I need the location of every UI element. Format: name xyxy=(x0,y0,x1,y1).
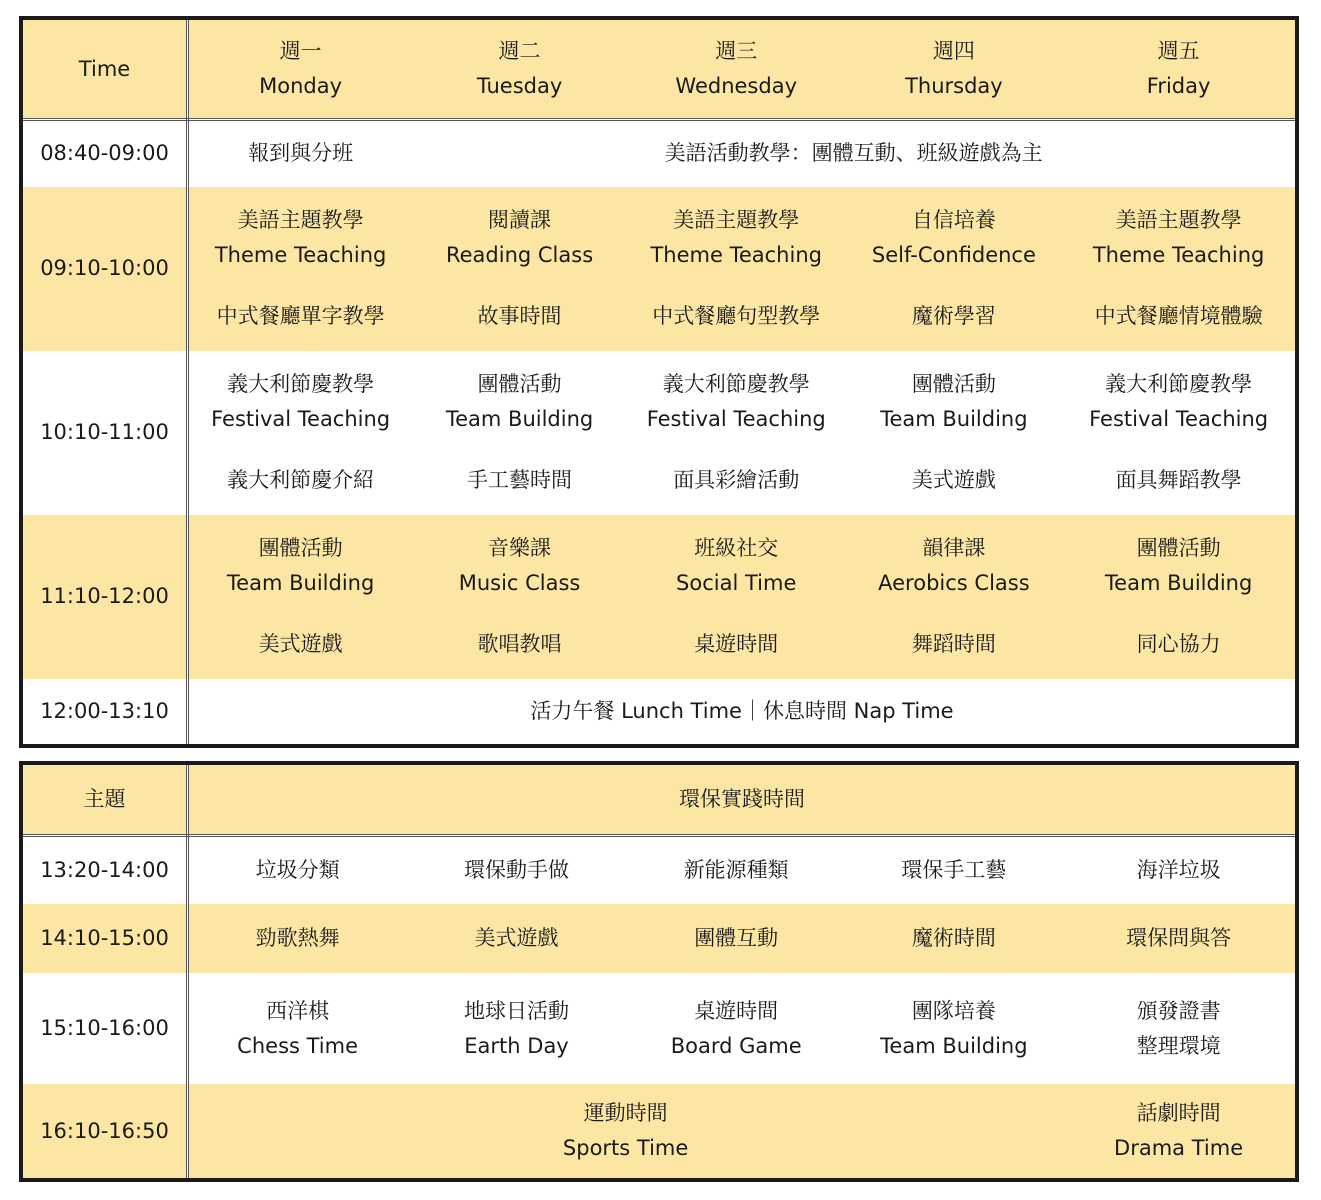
activity-cell xyxy=(846,187,1063,351)
activity-cell: 勁歌熱舞 xyxy=(255,926,340,951)
day-monday xyxy=(188,18,413,120)
activity-cell xyxy=(406,973,627,1084)
activity-cell xyxy=(188,973,407,1084)
schedule-row xyxy=(21,120,1297,187)
activity-cell xyxy=(846,973,1063,1084)
time-slot: 12:00-13:10 xyxy=(21,679,188,746)
drama-cell xyxy=(1062,1084,1297,1180)
activity-line2: Team Building xyxy=(880,1033,1028,1058)
activity-cell: 環保手工藝 xyxy=(901,858,1007,883)
activity-en: Festival Teaching xyxy=(1089,407,1269,432)
activity-cell xyxy=(188,187,413,351)
activity-en: Theme Teaching xyxy=(650,243,822,268)
activity-zh: 閱讀課 xyxy=(488,208,552,233)
day-tuesday xyxy=(412,18,627,120)
activity-cell xyxy=(188,351,413,515)
activity-zh: 義大利節慶教學 xyxy=(1105,372,1253,397)
activity-sub: 手工藝時間 xyxy=(467,468,573,493)
time-slot: 15:10-16:00 xyxy=(21,973,188,1084)
activity-sub: 魔術學習 xyxy=(911,304,996,329)
activity-line1: 地球日活動 xyxy=(464,998,570,1023)
activity-sub: 中式餐廳情境體驗 xyxy=(1094,304,1263,329)
activity-cell xyxy=(627,187,846,351)
activity-en: Self-Confidence xyxy=(871,243,1036,268)
activity-cell xyxy=(627,351,846,515)
day-zh: 週二 xyxy=(498,39,541,64)
day-en: Friday xyxy=(1146,74,1211,99)
day-en: Tuesday xyxy=(476,74,563,99)
theme-label: 主題 xyxy=(21,763,188,836)
schedule-row xyxy=(21,973,1297,1084)
schedule-row xyxy=(21,1084,1297,1180)
time-slot: 13:20-14:00 xyxy=(21,836,188,905)
time-slot: 09:10-10:00 xyxy=(21,187,188,351)
activity-cell: 團體互動 xyxy=(694,926,779,951)
activity-line1: 西洋棋 xyxy=(266,998,330,1023)
activity-sub: 舞蹈時間 xyxy=(911,632,996,657)
activity-cell xyxy=(412,515,627,679)
activity-sub: 歌唱教唱 xyxy=(477,632,562,657)
activity-sub: 面具舞蹈教學 xyxy=(1115,468,1242,493)
time-header: Time xyxy=(21,18,188,120)
activity-zh: 團體活動 xyxy=(1136,536,1221,561)
activity-line2: Chess Time xyxy=(237,1033,359,1058)
activity-cell xyxy=(1062,515,1297,679)
activity-cell xyxy=(846,515,1063,679)
activity-line1: 桌遊時間 xyxy=(694,998,779,1023)
activity-zh: 美語主題教學 xyxy=(1115,208,1242,233)
activity-sub: 義大利節慶介紹 xyxy=(227,468,375,493)
activity-cell: 環保問與答 xyxy=(1126,926,1232,951)
activity-zh: 美語主題教學 xyxy=(673,208,800,233)
activity-en: Team Building xyxy=(1104,571,1253,596)
activity-en: Reading Class xyxy=(445,243,594,268)
activity-zh: 自信培養 xyxy=(911,208,996,233)
activity-cell xyxy=(846,351,1063,515)
activity-zh: 團體活動 xyxy=(911,372,996,397)
theme-row xyxy=(21,763,1297,836)
schedule-row xyxy=(21,351,1297,515)
day-en: Wednesday xyxy=(675,74,798,99)
activity-sub: 美式遊戲 xyxy=(258,632,343,657)
lunch-cell: 活力午餐 Lunch Time｜休息時間 Nap Time xyxy=(530,698,954,723)
schedule-row xyxy=(21,836,1297,905)
activity-cell xyxy=(627,973,846,1084)
activity-en: Theme Teaching xyxy=(1092,243,1265,268)
activity-cell xyxy=(412,187,627,351)
day-en: Monday xyxy=(259,74,343,99)
activity-cell: 魔術時間 xyxy=(911,926,996,951)
activity-zh: 音樂課 xyxy=(488,536,552,561)
activity-zh: 話劇時間 xyxy=(1136,1101,1221,1126)
day-zh: 週三 xyxy=(715,39,758,64)
activity-cell: 美式遊戲 xyxy=(474,926,559,951)
activity-cell: 垃圾分類 xyxy=(255,858,340,883)
activity-cell: 海洋垃圾 xyxy=(1136,858,1221,883)
schedule-row xyxy=(21,904,1297,973)
activity-en: Sports Time xyxy=(562,1136,689,1161)
activity-en: Aerobics Class xyxy=(878,571,1030,596)
activity-sub: 同心協力 xyxy=(1136,632,1221,657)
schedule-row xyxy=(21,679,1297,746)
activity-sub: 美式遊戲 xyxy=(911,468,996,493)
afternoon-schedule-table xyxy=(19,761,1299,1182)
schedule-row xyxy=(21,515,1297,679)
activity-sub: 桌遊時間 xyxy=(694,632,779,657)
activity-en: Festival Teaching xyxy=(646,407,826,432)
activity-cell-merged: 美語活動教學：團體互動、班級遊戲為主 xyxy=(664,141,1043,166)
activity-zh: 義大利節慶教學 xyxy=(227,372,375,397)
activity-line2: Board Game xyxy=(670,1033,802,1058)
activity-en: Drama Time xyxy=(1114,1136,1244,1161)
activity-en: Social Time xyxy=(676,571,797,596)
activity-cell xyxy=(188,515,413,679)
activity-cell: 報到與分班 xyxy=(248,141,354,166)
activity-zh: 班級社交 xyxy=(694,536,779,561)
day-zh: 週一 xyxy=(279,39,322,64)
activity-line1: 團隊培養 xyxy=(911,998,996,1023)
activity-zh: 運動時間 xyxy=(583,1101,668,1126)
activity-line2: 整理環境 xyxy=(1136,1033,1221,1058)
day-friday xyxy=(1062,18,1297,120)
day-wednesday xyxy=(627,18,846,120)
activity-en: Team Building xyxy=(226,571,375,596)
time-slot: 11:10-12:00 xyxy=(21,515,188,679)
activity-cell xyxy=(1062,351,1297,515)
morning-schedule-table xyxy=(19,16,1299,748)
activity-en: Team Building xyxy=(880,407,1028,432)
activity-sub: 中式餐廳句型教學 xyxy=(652,304,821,329)
activity-zh: 團體活動 xyxy=(477,372,562,397)
activity-zh: 團體活動 xyxy=(258,536,343,561)
day-en: Thursday xyxy=(905,74,1003,99)
day-zh: 週四 xyxy=(932,39,975,64)
activity-cell: 環保動手做 xyxy=(464,858,570,883)
activity-sub: 面具彩繪活動 xyxy=(673,468,800,493)
time-slot: 08:40-09:00 xyxy=(21,120,188,187)
sports-cell xyxy=(188,1084,1063,1180)
activity-cell: 新能源種類 xyxy=(683,858,789,883)
day-zh: 週五 xyxy=(1157,39,1200,64)
activity-cell xyxy=(412,351,627,515)
activity-sub: 故事時間 xyxy=(477,304,562,329)
activity-line2: Earth Day xyxy=(464,1033,569,1058)
activity-sub: 中式餐廳單字教學 xyxy=(216,304,385,329)
activity-zh: 美語主題教學 xyxy=(237,208,364,233)
day-thursday xyxy=(846,18,1063,120)
activity-cell xyxy=(1062,187,1297,351)
activity-en: Music Class xyxy=(458,571,581,596)
activity-zh: 韻律課 xyxy=(922,536,986,561)
schedule-row xyxy=(21,187,1297,351)
header-row xyxy=(21,18,1297,120)
time-slot: 10:10-11:00 xyxy=(21,351,188,515)
activity-cell xyxy=(627,515,846,679)
activity-en: Team Building xyxy=(445,407,594,432)
time-slot: 16:10-16:50 xyxy=(21,1084,188,1180)
activity-en: Theme Teaching xyxy=(214,243,387,268)
activity-line1: 頒發證書 xyxy=(1136,998,1221,1023)
activity-en: Festival Teaching xyxy=(211,407,391,432)
activity-cell xyxy=(1062,973,1297,1084)
theme-title: 環保實踐時間 xyxy=(188,763,1297,836)
time-slot: 14:10-15:00 xyxy=(21,904,188,973)
activity-zh: 義大利節慶教學 xyxy=(662,372,810,397)
